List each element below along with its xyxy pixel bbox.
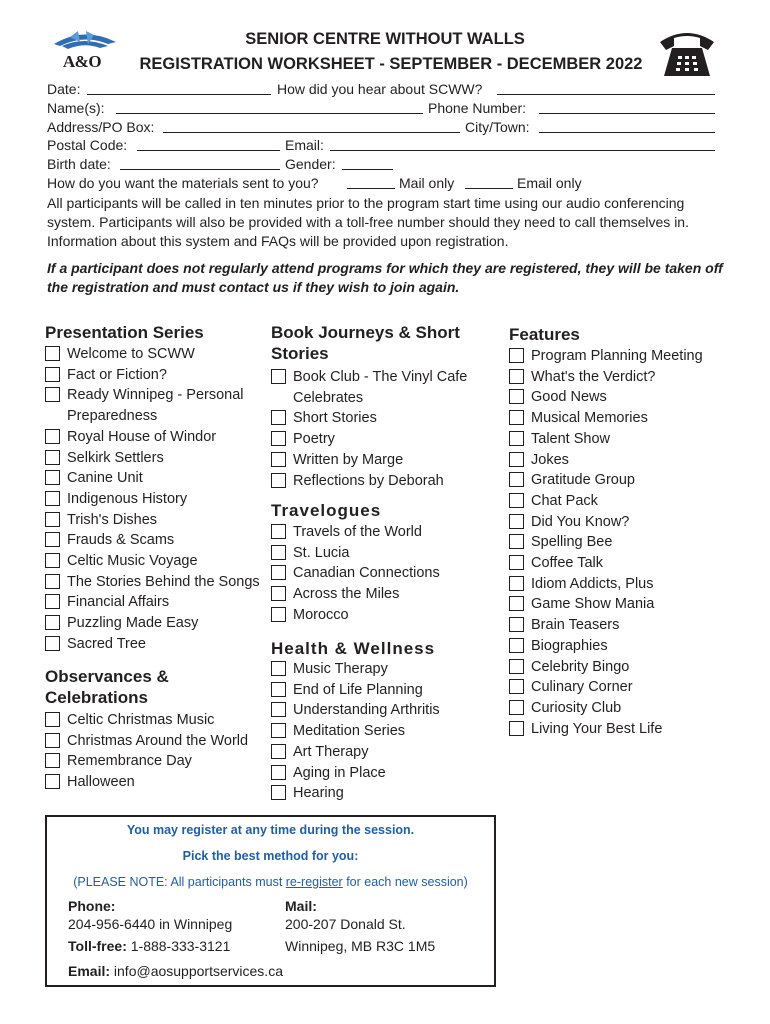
checkbox-item[interactable]: Program Planning Meeting [509, 346, 739, 367]
email-label: Email: [285, 137, 324, 153]
checkbox[interactable] [509, 659, 524, 674]
postal-label: Postal Code: [47, 137, 128, 153]
checkbox-item[interactable]: Travels of the World [271, 522, 496, 543]
checkbox-item[interactable]: Good News [509, 387, 739, 408]
checkbox-item[interactable]: Trish's Dishes [45, 510, 270, 531]
checkbox[interactable] [45, 774, 60, 789]
checkbox[interactable] [509, 452, 524, 467]
checkbox-item[interactable]: Meditation Series [271, 721, 496, 742]
checkbox-item[interactable]: Biographies [509, 636, 739, 657]
checkbox-item[interactable]: Fact or Fiction? [45, 365, 270, 386]
checkbox[interactable] [271, 369, 286, 384]
checkbox-item[interactable]: Ready Winnipeg - Personal Preparedness [45, 385, 272, 426]
checkbox[interactable] [509, 596, 524, 611]
features-section [509, 324, 739, 739]
observances-title: Observances & Celebrations [45, 667, 169, 707]
date-label: Date: [47, 81, 81, 97]
checkbox-item[interactable]: Celebrity Bingo [509, 657, 739, 678]
date-field[interactable] [87, 80, 271, 95]
checkbox[interactable] [45, 346, 60, 361]
checkbox-item[interactable]: Christmas Around the World [45, 731, 245, 752]
checkbox[interactable] [271, 431, 286, 446]
checkbox-item[interactable]: Royal House of Windor [45, 427, 270, 448]
checkbox-item[interactable]: Celtic Music Voyage [45, 551, 270, 572]
registration-box [45, 815, 496, 987]
gender-label: Gender: [285, 156, 336, 172]
materials-label: How do you want the materials sent to you? [47, 175, 319, 191]
checkbox-item[interactable]: Spelling Bee [509, 532, 739, 553]
book-section [271, 322, 496, 491]
checkbox-item[interactable]: Indigenous History [45, 489, 270, 510]
checkbox[interactable] [509, 534, 524, 549]
checkbox-item[interactable]: Talent Show [509, 429, 739, 450]
checkbox-item[interactable]: Jokes [509, 450, 739, 471]
birth-field[interactable] [120, 155, 280, 170]
telephone-icon [656, 26, 718, 80]
checkbox[interactable] [509, 721, 524, 736]
checkbox[interactable] [271, 524, 286, 539]
travel-section [271, 500, 496, 626]
checkbox[interactable] [45, 512, 60, 527]
names-label: Name(s): [47, 100, 105, 116]
checkbox-item[interactable]: Celtic Christmas Music [45, 710, 245, 731]
checkbox-item[interactable]: Selkirk Settlers [45, 448, 270, 469]
checkbox[interactable] [45, 532, 60, 547]
checkbox-item[interactable]: Canadian Connections [271, 563, 496, 584]
postal-field[interactable] [137, 136, 280, 151]
checkbox[interactable] [45, 387, 60, 402]
note-suffix: for each new session) [342, 875, 468, 889]
phone-field[interactable] [539, 99, 715, 114]
checkbox-item[interactable]: Art Therapy [271, 742, 496, 763]
presentation-section [45, 322, 270, 655]
checkbox[interactable] [271, 765, 286, 780]
checkbox[interactable] [45, 429, 60, 444]
checkbox[interactable] [509, 410, 524, 425]
checkbox-item[interactable]: Gratitude Group [509, 470, 739, 491]
checkbox[interactable] [271, 410, 286, 425]
checkbox[interactable] [271, 785, 286, 800]
heard-field[interactable] [497, 80, 715, 95]
attendance-note: If a participant does not regularly attend programs for which they are registered, they will be taken off the registration and must contact us if they wish to join again. [47, 260, 723, 295]
birth-label: Birth date: [47, 156, 111, 172]
mail-only-label: Mail only [399, 175, 455, 191]
checkbox[interactable] [509, 638, 524, 653]
city-label: City/Town: [465, 119, 530, 135]
mail-method-label: Mail: [285, 898, 317, 914]
tollfree-number: 1-888-333-3121 [130, 938, 231, 954]
checkbox[interactable] [509, 493, 524, 508]
checkbox-item[interactable]: Remembrance Day [45, 751, 245, 772]
checkbox-item[interactable]: Game Show Mania [509, 594, 739, 615]
checkbox[interactable] [45, 753, 60, 768]
logo-text: A&O [62, 52, 102, 71]
checkbox[interactable] [271, 744, 286, 759]
register-anytime-text: You may register at any time during the session. [126, 823, 415, 837]
health-title: Health & Wellness [271, 639, 436, 658]
health-section [271, 638, 496, 804]
checkbox[interactable] [509, 576, 524, 591]
checkbox-item[interactable]: Brain Teasers [509, 615, 739, 636]
checkbox-item[interactable]: Sacred Tree [45, 634, 270, 655]
checkbox-item[interactable]: Reflections by Deborah [271, 471, 496, 492]
page-title: SENIOR CENTRE WITHOUT WALLS [245, 30, 525, 48]
checkbox[interactable] [45, 636, 60, 651]
checkbox[interactable] [45, 367, 60, 382]
checkbox-item[interactable]: Morocco [271, 605, 496, 626]
checkbox[interactable] [509, 514, 524, 529]
tollfree-label: Toll-free: [68, 938, 127, 954]
checkbox[interactable] [271, 586, 286, 601]
city-field[interactable] [539, 118, 715, 133]
checkbox-item[interactable]: Halloween [45, 772, 245, 793]
observances-section [45, 666, 249, 793]
checkbox[interactable] [45, 450, 60, 465]
checkbox-item[interactable]: Canine Unit [45, 468, 270, 489]
email-only-label: Email only [517, 175, 582, 191]
checkbox[interactable] [45, 491, 60, 506]
form-row-date [47, 80, 80, 98]
checkbox[interactable] [271, 545, 286, 560]
checkbox[interactable] [45, 712, 60, 727]
checkbox-item[interactable]: Hearing [271, 783, 496, 804]
address-label: Address/PO Box: [47, 119, 155, 135]
checkbox[interactable] [271, 473, 286, 488]
page-subtitle: REGISTRATION WORKSHEET - SEPTEMBER - DECEMBER 2022 [139, 55, 643, 73]
checkbox[interactable] [271, 682, 286, 697]
checkbox[interactable] [271, 661, 286, 676]
checkbox-item[interactable]: Welcome to SCWW [45, 344, 270, 365]
checkbox[interactable] [45, 594, 60, 609]
phone-label: Phone Number: [428, 100, 527, 116]
checkbox-item[interactable]: Written by Marge [271, 450, 496, 471]
checkbox-item[interactable]: Curiosity Club [509, 698, 739, 719]
checkbox[interactable] [45, 574, 60, 589]
checkbox[interactable] [509, 472, 524, 487]
note-prefix: (PLEASE NOTE: All participants must [73, 875, 286, 889]
checkbox[interactable] [509, 679, 524, 694]
checkbox[interactable] [509, 617, 524, 632]
checkbox-item[interactable]: Short Stories [271, 408, 496, 429]
checkbox-item[interactable]: Poetry [271, 429, 496, 450]
checkbox[interactable] [509, 369, 524, 384]
checkbox[interactable] [509, 389, 524, 404]
checkbox[interactable] [509, 700, 524, 715]
email-method-label: Email: [68, 963, 111, 979]
checkbox-item[interactable]: Puzzling Made Easy [45, 613, 270, 634]
checkbox[interactable] [509, 348, 524, 363]
checkbox-item[interactable]: Understanding Arthritis [271, 700, 496, 721]
checkbox-item[interactable]: Chat Pack [509, 491, 739, 512]
travel-title: Travelogues [271, 501, 382, 520]
checkbox[interactable] [45, 553, 60, 568]
contact-email[interactable]: info@aosupportservices.ca [113, 963, 283, 979]
names-field[interactable] [116, 99, 423, 114]
gender-field[interactable] [342, 155, 393, 170]
checkbox[interactable] [271, 723, 286, 738]
checkbox[interactable] [271, 452, 286, 467]
features-title: Features [509, 325, 580, 344]
phone-method-label: Phone: [68, 898, 116, 914]
checkbox[interactable] [45, 470, 60, 485]
checkbox-item[interactable]: Living Your Best Life [509, 719, 739, 740]
address-field[interactable] [163, 118, 460, 133]
checkbox[interactable] [45, 733, 60, 748]
pick-method-text: Pick the best method for you: [182, 849, 359, 863]
checkbox-item[interactable]: Financial Affairs [45, 592, 270, 613]
heard-label: How did you hear about SCWW? [277, 81, 483, 97]
reregister-note [47, 875, 494, 889]
checkbox-item[interactable]: Culinary Corner [509, 677, 739, 698]
book-title: Book Journeys & Short Stories [271, 323, 460, 363]
checkbox[interactable] [271, 607, 286, 622]
checkbox-item[interactable]: Frauds & Scams [45, 530, 270, 551]
checkbox-item[interactable]: Idiom Addicts, Plus [509, 574, 739, 595]
checkbox-item[interactable]: End of Life Planning [271, 680, 496, 701]
presentation-list [45, 344, 270, 655]
checkbox-item[interactable]: What's the Verdict? [509, 367, 739, 388]
checkbox[interactable] [509, 555, 524, 570]
checkbox-item[interactable]: Coffee Talk [509, 553, 739, 574]
email-field[interactable] [330, 136, 715, 151]
mail-address-line2: Winnipeg, MB R3C 1M5 [285, 938, 436, 954]
mail-only-field[interactable] [347, 174, 395, 189]
checkbox-item[interactable]: St. Lucia [271, 543, 496, 564]
phone-local: 204-956-6440 in Winnipeg [68, 916, 233, 932]
info-paragraph: All participants will be called in ten minutes prior to the program start time using our audio conferencing system. Participants will also be provided with a toll-free number should they need to call themselves in. Information about this system and FAQs will be provided upon registration. [47, 195, 689, 249]
checkbox-item[interactable]: Musical Memories [509, 408, 739, 429]
mail-address-line1: 200-207 Donald St. [285, 916, 406, 932]
email-only-field[interactable] [465, 174, 513, 189]
checkbox[interactable] [45, 615, 60, 630]
checkbox[interactable] [271, 702, 286, 717]
checkbox-item[interactable]: The Stories Behind the Songs [45, 572, 270, 593]
checkbox-item[interactable]: Book Club - The Vinyl Cafe Celebrates [271, 367, 493, 408]
reregister-link: re-register [285, 875, 343, 889]
presentation-title: Presentation Series [45, 323, 204, 342]
checkbox[interactable] [271, 565, 286, 580]
checkbox[interactable] [509, 431, 524, 446]
checkbox-item[interactable]: Aging in Place [271, 763, 496, 784]
checkbox-item[interactable]: Across the Miles [271, 584, 496, 605]
checkbox-item[interactable]: Did You Know? [509, 512, 739, 533]
checkbox-item[interactable]: Music Therapy [271, 659, 496, 680]
